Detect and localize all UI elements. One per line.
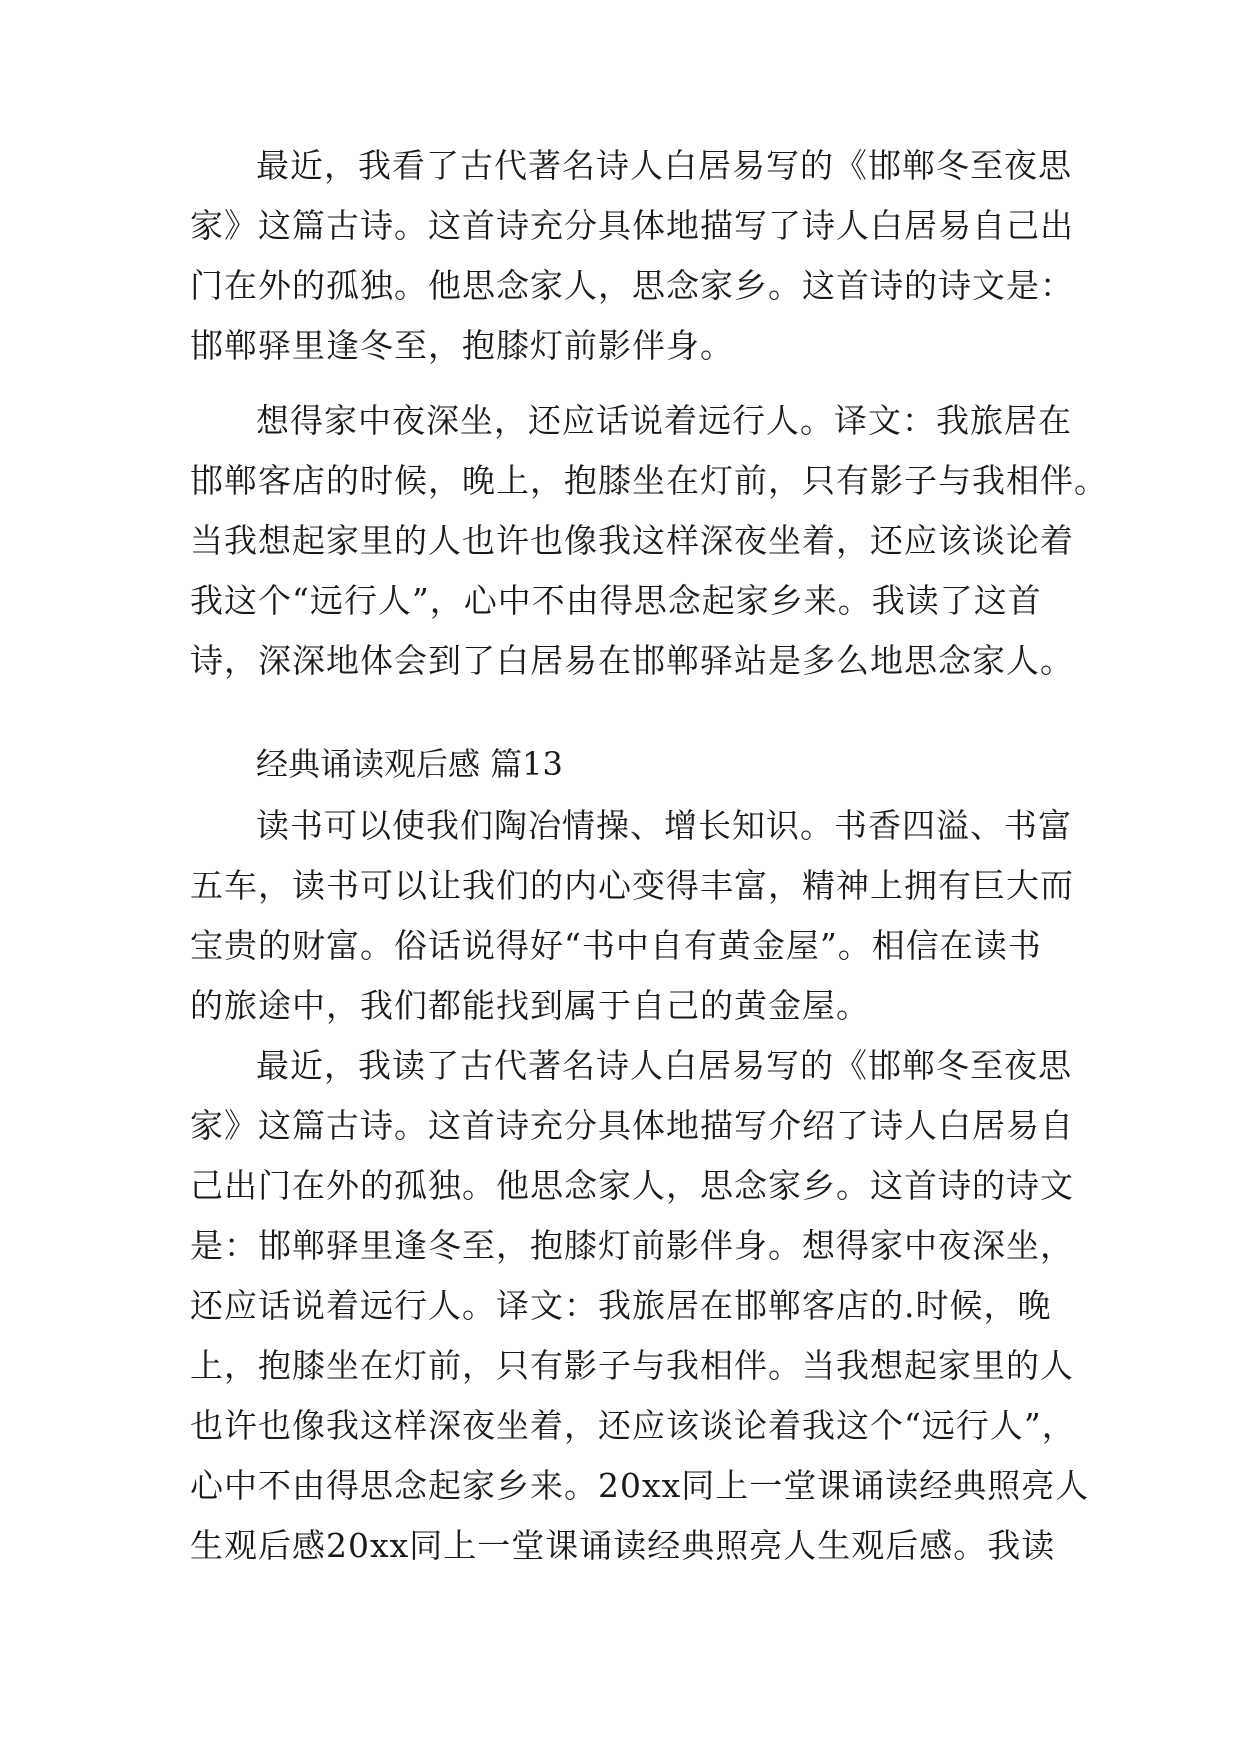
paragraph-line: 最近，我读了古代著名诗人白居易写的《邯郸冬至夜思 bbox=[256, 1046, 1072, 1085]
paragraph-line: 邯郸驿里逢冬至，抱膝灯前影伴身。 bbox=[190, 326, 734, 365]
paragraph-line: 当我想起家里的人也许也像我这样深夜坐着，还应该谈论着 bbox=[190, 521, 1074, 560]
paragraph-line: 家》这篇古诗。这首诗充分具体地描写了诗人白居易自己出 bbox=[190, 206, 1074, 245]
section-heading-block bbox=[190, 734, 1050, 794]
paragraph-line: 己出门在外的孤独。他思念家人，思念家乡。这首诗的诗文 bbox=[190, 1166, 1074, 1205]
section-heading: 经典诵读观后感 篇13 bbox=[256, 745, 563, 783]
paragraph-line: 是：邯郸驿里逢冬至，抱膝灯前影伴身。想得家中夜深坐， bbox=[190, 1226, 1074, 1265]
paragraph-line: 生观后感20xx同上一堂课诵读经典照亮人生观后感。我读 bbox=[190, 1526, 1056, 1565]
paragraph-line: 诗，深深地体会到了白居易在邯郸驿站是多么地思念家人。 bbox=[190, 641, 1074, 680]
paragraph-line: 读书可以使我们陶冶情操、增长知识。书香四溢、书富 bbox=[256, 806, 1072, 845]
paragraph-4 bbox=[190, 1036, 1090, 1576]
paragraph-line: 最近，我看了古代著名诗人白居易写的《邯郸冬至夜思 bbox=[256, 146, 1072, 185]
paragraph-line: 还应话说着远行人。译文：我旅居在邯郸客店的.时候，晚 bbox=[190, 1286, 1052, 1325]
paragraph-line: 上，抱膝坐在灯前，只有影子与我相伴。当我想起家里的人 bbox=[190, 1346, 1074, 1385]
paragraph-line: 家》这篇古诗。这首诗充分具体地描写介绍了诗人白居易自 bbox=[190, 1106, 1074, 1145]
paragraph-line: 门在外的孤独。他思念家人，思念家乡。这首诗的诗文是： bbox=[190, 266, 1074, 305]
paragraph-line: 心中不由得思念起家乡来。20xx同上一堂课诵读经典照亮人 bbox=[190, 1466, 1090, 1505]
paragraph-line: 邯郸客店的时候，晚上，抱膝坐在灯前，只有影子与我相伴。 bbox=[190, 461, 1108, 500]
paragraph-1 bbox=[190, 136, 1074, 376]
paragraph-line: 想得家中夜深坐，还应话说着远行人。译文：我旅居在 bbox=[256, 401, 1072, 440]
paragraph-line: 的旅途中，我们都能找到属于自己的黄金屋。 bbox=[190, 986, 870, 1025]
paragraph-line: 宝贵的财富。俗话说得好“书中自有黄金屋”。相信在读书 bbox=[190, 926, 1042, 965]
paragraph-2 bbox=[190, 391, 1108, 691]
paragraph-line: 我这个“远行人”，心中不由得思念起家乡来。我读了这首 bbox=[190, 581, 1042, 620]
paragraph-line: 五车，读书可以让我们的内心变得丰富，精神上拥有巨大而 bbox=[190, 866, 1074, 905]
paragraph-3 bbox=[190, 796, 1074, 1036]
paragraph-line: 也许也像我这样深夜坐着，还应该谈论着我这个“远行人”， bbox=[190, 1406, 1076, 1445]
